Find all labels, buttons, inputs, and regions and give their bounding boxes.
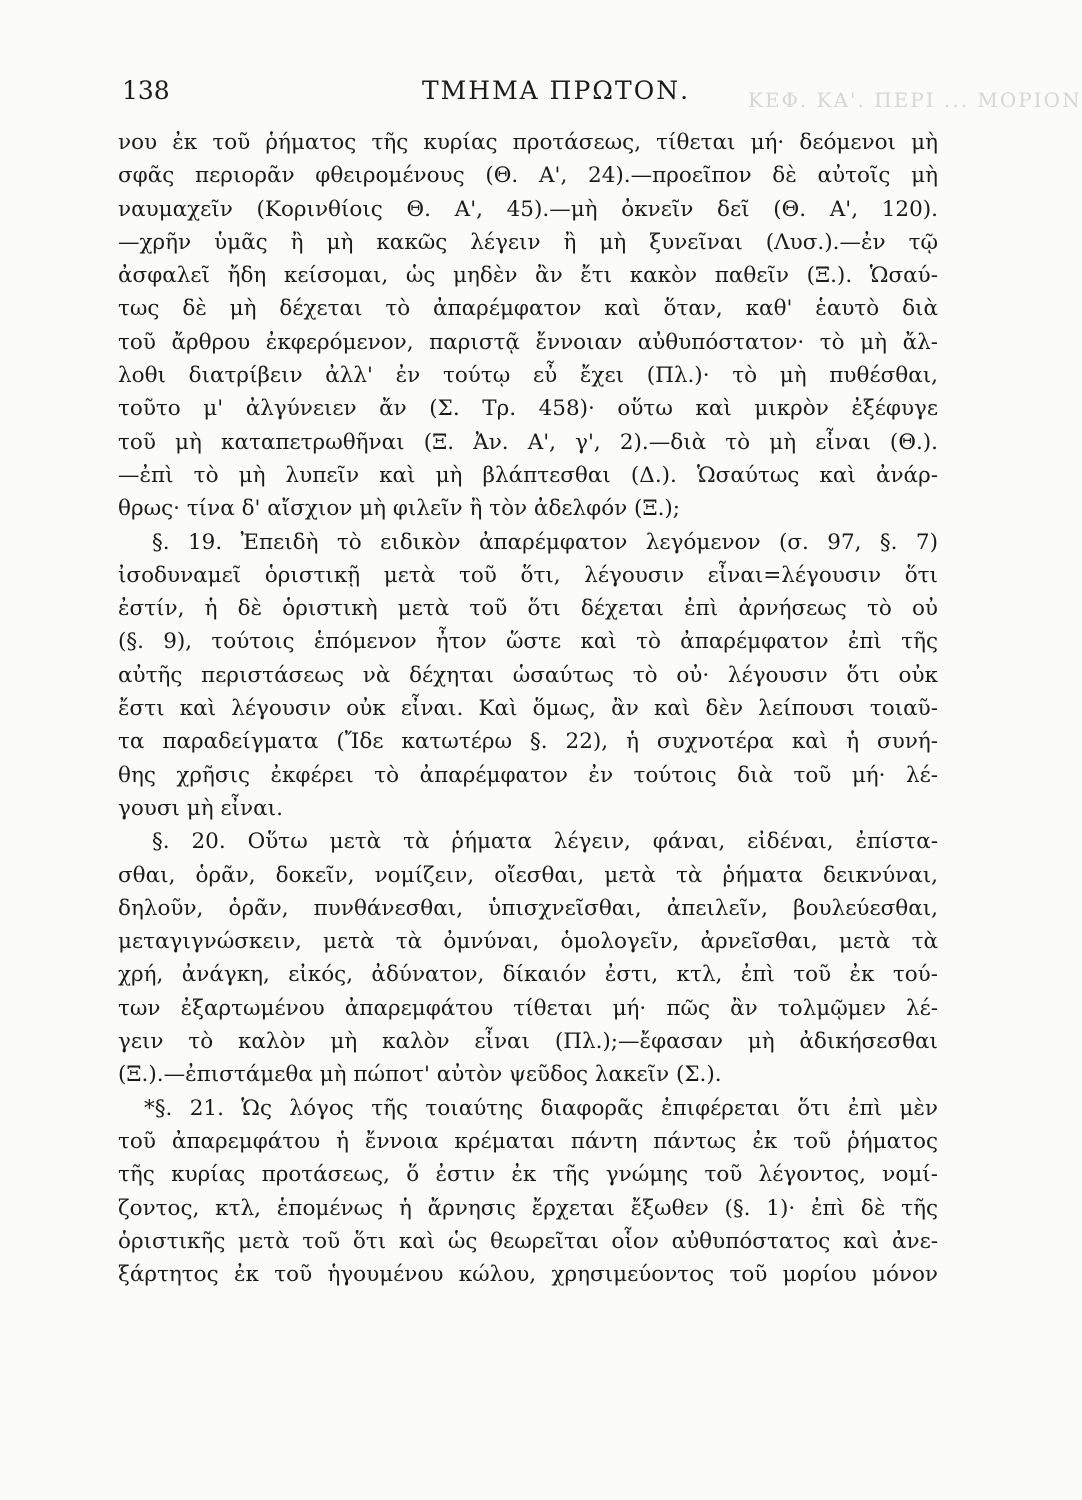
text-line: χρή, ἀνάγκη, εἰκός, ἀδύνατον, δίκαιόν ἐστι, κτλ, ἐπὶ τοῦ ἐκ τού- (118, 962, 938, 988)
text-line: ξάρτητος ἐκ τοῦ ἡγουμένου κώλου, χρησιμεύοντος τοῦ μορίου μόνον (118, 1262, 938, 1288)
text-line: τοῦ ἄρθρου ἐκφερόμενον, παριστᾷ ἔννοιαν αὐθυπόστατον· τὸ μὴ ἄλ- (118, 329, 938, 355)
text-line: ζοντος, κτλ, ἑπομένως ἡ ἄρνησις ἔρχεται ἔξωθεν (§. 1)· ἐπὶ δὲ τῆς (118, 1195, 938, 1221)
text-line: τοῦτο μ' ἀλγύνειεν ἄν (Σ. Τρ. 458)· οὕτω καὶ μικρὸν ἐξέφυγε (118, 396, 938, 422)
text-line: αὐτῆς περιστάσεως νὰ δέχηται ὡσαύτως τὸ οὐ· λέγουσιν ὅτι οὐκ (118, 662, 938, 688)
section-19-heading-line: §. 19. Ἐπειδὴ τὸ ειδικὸν ἀπαρέμφατον λεγόμενον (σ. 97, §. 7) (152, 529, 938, 555)
text-line: —χρῆν ὑμᾶς ἢ μὴ κακῶς λέγειν ἢ μὴ ξυνεῖναι (Λυσ.).—ἐν τῷ (118, 229, 938, 255)
text-line: ἰσοδυναμεῖ ὁριστικῇ μετὰ τοῦ ὅτι, λέγουσιν εἶναι=λέγουσιν ὅτι (118, 562, 938, 588)
text-line: σθαι, ὁρᾶν, δοκεῖν, νομίζειν, οἴεσθαι, μετὰ τὰ ῥήματα δεικνύναι, (118, 862, 938, 888)
text-line: (§. 9), τούτοις ἑπόμενον ἦτον ὥστε καὶ τὸ ἀπαρέμφατον ἐπὶ τῆς (118, 629, 938, 655)
bleed-through-text: ΚΕΦ. ΚΑ'. ΠΕΡΙ ... ΜΟΡΙΟΝ (748, 88, 1082, 112)
text-line: ἔστι καὶ λέγουσιν οὐκ εἶναι. Καὶ ὅμως, ἂν καὶ δὲν λείπουσι τοιαῦ- (118, 696, 938, 722)
text-line: τοῦ μὴ καταπετρωθῆναι (Ξ. Ἀν. Α', γ', 2).—διὰ τὸ μὴ εἶναι (Θ.). (118, 429, 938, 455)
section-20-heading-line: §. 20. Οὕτω μετὰ τὰ ῥήματα λέγειν, φάναι, εἰδέναι, ἐπίστα- (152, 829, 938, 855)
text-line: ἀσφαλεῖ ἤδη κείσομαι, ὡς μηδὲν ἂν ἔτι κακὸν παθεῖν (Ξ.). Ὡσαύ- (118, 263, 938, 289)
body-text (118, 126, 938, 1291)
text-line: μεταγιγνώσκειν, μετὰ τὰ ὀμνύναι, ὁμολογεῖν, ἀρνεῖσθαι, μετὰ τὰ (118, 929, 938, 955)
text-line: γουσι μὴ εἶναι. (118, 795, 283, 821)
text-line: —ἐπὶ τὸ μὴ λυπεῖν καὶ μὴ βλάπτεσθαι (Δ.). Ὡσαύτως καὶ ἀνάρ- (118, 462, 938, 488)
text-line: ναυμαχεῖν (Κορινθίοις Θ. Α', 45).—μὴ ὀκνεῖν δεῖ (Θ. Α', 120). (118, 196, 938, 222)
text-line: σφᾶς περιορᾶν φθειρομένους (Θ. Α', 24).—προεῖπον δὲ αὐτοῖς μὴ (118, 163, 938, 189)
text-line: (Ξ.).—ἐπιστάμεθα μὴ πώποτ' αὐτὸν ψεῦδος λακεῖν (Σ.). (118, 1062, 722, 1088)
text-line: τῆς κυρίας προτάσεως, ὅ ἐστιν ἐκ τῆς γνώμης τοῦ λέγοντος, νομί- (118, 1162, 938, 1188)
text-line: τως δὲ μὴ δέχεται τὸ ἀπαρέμφατον καὶ ὅταν, καθ' ἑαυτὸ διὰ (118, 296, 938, 322)
page-number: 138 (122, 76, 170, 105)
page-header (122, 76, 932, 110)
text-line: τοῦ ἀπαρεμφάτου ἡ ἔννοια κρέμαται πάντη πάντως ἐκ τοῦ ῥήματος (118, 1128, 938, 1154)
text-line: τα παραδείγματα (Ἴδε κατωτέρω §. 22), ἡ συχνοτέρα καὶ ἡ συνή- (118, 729, 938, 755)
text-line: ὁριστικῆς μετὰ τοῦ ὅτι καὶ ὡς θεωρεῖται οἷον αὐθυπόστατος καὶ ἀνε- (118, 1228, 938, 1254)
text-line: των ἐξαρτωμένου ἀπαρεμφάτου τίθεται μή· πῶς ἂν τολμῷμεν λέ- (118, 995, 938, 1021)
text-line: θης χρῆσις ἐκφέρει τὸ ἀπαρέμφατον ἐν τούτοις διὰ τοῦ μή· λέ- (118, 762, 938, 788)
text-line: γειν τὸ καλὸν μὴ καλὸν εἶναι (Πλ.);—ἔφασαν μὴ ἀδικήσεσθαι (118, 1029, 938, 1055)
text-line: θρως· τίνα δ' αἴσχιον μὴ φιλεῖν ἢ τὸν ἀδελφόν (Ξ.); (118, 496, 681, 522)
running-head: ΤΜΗΜΑ ΠΡΩΤΟΝ. (422, 76, 691, 105)
section-21-heading-line: *§. 21. Ὡς λόγος τῆς τοιαύτης διαφορᾶς ἐπιφέρεται ὅτι ἐπὶ μὲν (144, 1095, 938, 1121)
text-line: ἐστίν, ἡ δὲ ὁριστικὴ μετὰ τοῦ ὅτι δέχεται ἐπὶ ἀρνήσεως τὸ οὐ (118, 596, 938, 622)
text-line: λοθι διατρίβειν ἀλλ' ἐν τούτῳ εὖ ἔχει (Πλ.)· τὸ μὴ πυθέσθαι, (118, 363, 938, 389)
text-line: νου ἐκ τοῦ ῥήματος τῆς κυρίας προτάσεως, τίθεται μή· δεόμενοι μὴ (118, 130, 938, 155)
text-line: δηλοῦν, ὁρᾶν, πυνθάνεσθαι, ὑπισχνεῖσθαι, ἀπειλεῖν, βουλεύεσθαι, (118, 895, 938, 921)
